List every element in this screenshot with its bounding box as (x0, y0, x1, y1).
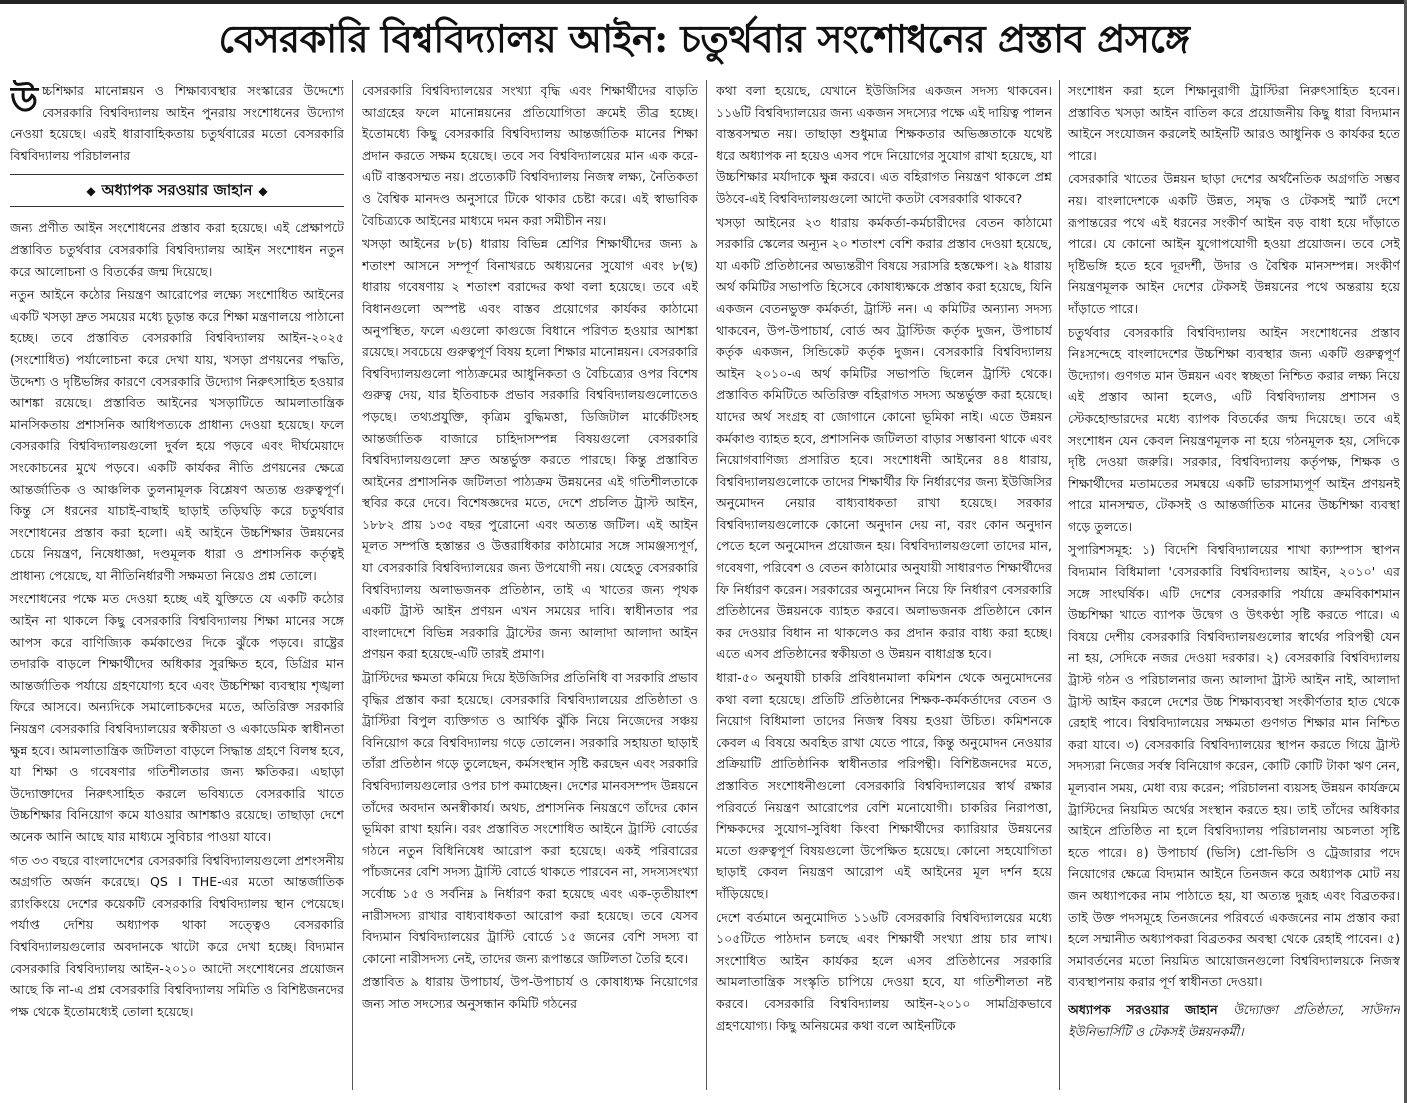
paragraph: খসড়া আইনের ২৩ ধারায় কর্মকর্তা-কর্মচারীদের বেতন কাঠামো সরকারি স্কেলের অন্যূন ২০ শতাংশ বেশি করার প্রস্তাব দেওয়া হয়েছে, যা একটি প্রতিষ্ঠানের অভ্যন্তরীণ বিষয়ে সরাসরি হস্তক্ষেপ। ২৯ ধারায় অর্থ কমিটির সভাপতি হিসেবে কোষাধ্যক্ষকে প্রস্তাব করা হয়েছে, যিনি একজন বেতনভুক্ত কর্মকর্তা, ট্রাস্টি নন। এ কমিটির অন্যান্য সদস্য থাকবেন, উপ-উপাচার্য, বোর্ড অব ট্রাস্টিজ কর্তৃক দুজন, উপাচার্য কর্তৃক একজন, সিন্ডিকেট কর্তৃক দুজন। বেসরকারি বিশ্ববিদ্যালয় আইন ২০১০-এ অর্থ কমিটির সভাপতি ছিলেন ট্রাস্টি থেকে। প্রস্তাবিত কমিটিতে অতিরিক্ত বহিরাগত সদস্য অন্তর্ভুক্ত করা হয়েছে। যাদের অর্থ সংগ্রহ বা জোগানে কোনো ভূমিকা নাই। এতে উন্নয়ন কর্মকাণ্ড ব্যাহত হবে, প্রশাসনিক জটিলতা বাড়ার সম্ভাবনা থাকে এবং নিয়োগবাণিজ্য প্রসারিত হবে। সংশোধনী আইনের ৪৪ ধারায়, বিশ্ববিদ্যালয়গুলোকে তাদের শিক্ষার্থীর ফি নির্ধারণের জন্য ইউজিসির অনুমোদন নেয়ার বাধ্যবাধকতা রাখা হয়েছে। সরকার বিশ্ববিদ্যালয়গুলোকে কোনো অনুদান দেয় না, বরং কোন অনুদান পেতে হলে অনুমোদন প্রয়োজন হয়। বিশ্ববিদ্যালয়গুলো তাদের মান, গবেষণা, পরিবেশ ও বেতন কাঠামোর অনুযায়ী সাধারণত শিক্ষার্থীদের ফি নির্ধারণ করেন। সরকারের অনুমোদন নিয়ে ফি নির্ধারণ বেসরকারি প্রতিষ্ঠানের উন্নয়নকে ব্যাহত করবে। অলাভজনক প্রতিষ্ঠানে কোন কর দেওয়ার বিধান না থাকলেও কর প্রদান করার বাধ্য করা হচ্ছে। এতে এসব প্রতিষ্ঠানের স্বকীয়তা ও উন্নয়ন বাধাগ্রস্ত হবে। (716, 214, 1052, 662)
paragraph: প্রস্তাবিত ৯ ধারায় উপাচার্য, উপ-উপাচার্য ও কোষাধ্যক্ষ নিয়োগের জন্য সাত সদস্যের অনুসন্ধান কমিটি গঠনের (362, 974, 698, 1011)
diamond-icon: ◆ (258, 184, 268, 199)
paragraph: বেসরকারি বিশ্ববিদ্যালয়ের সংখ্যা বৃদ্ধি এবং শিক্ষার্থীদের বাড়তি আগ্রহের ফলে মানোন্নয়নের প্রতিযোগিতা ক্রমেই তীব্র হচ্ছে। ইতোমধ্যে কিছু বেসরকারি বিশ্ববিদ্যালয় আন্তর্জাতিক মানের শিক্ষা প্রদান করতে সক্ষম হয়েছে। তবে সব বিশ্ববিদ্যালয়ের মান এক করে-এটি বাস্তবসম্মত নয়। প্রত্যেকটি বিশ্ববিদ্যালয় নিজস্ব লক্ষ্য, নৈতিকতা ও বৈশ্বিক মানদণ্ড অনুসারে টিকে থাকার চেষ্টা করে। এই স্বাভাবিক বৈচিত্র্যকে আইনের মাধ্যমে দমন করা সমীচীন নয়। (362, 83, 698, 228)
column-rule (706, 80, 707, 1090)
paragraph: ধারা-৫০ অনুযায়ী চাকরি প্রবিধানমালা কমিশন থেকে অনুমোদনের কথা বলা হয়েছে। প্রতিটি প্রতিষ্ঠানের শিক্ষক-কর্মকর্তাদের বেতন ও নিয়োগ বিধিমালা তাদের নিজস্ব বিষয় হওয়া উচিত। কমিশনকে কেবল এ বিষয়ে অবহিত রাখা যেতে পারে, কিন্তু অনুমোদন নেওয়ার প্রক্রিয়াটি প্রাতিষ্ঠানিক স্বাধীনতার পরিপন্থী। বিশিষ্টজনদের মতে, প্রস্তাবিত সংশোধনীগুলো বেসরকারি বিশ্ববিদ্যালয়ের স্বার্থ রক্ষার পরিবর্তে নিয়ন্ত্রণ আরোপের বেশি মনোযোগী। চাকরির নিরাপত্তা, শিক্ষকদের সুযোগ-সুবিধা কিংবা শিক্ষার্থীদের ক্যারিয়ার উন্নয়নের মতো গুরুত্বপূর্ণ বিষয়গুলো উপেক্ষিত হয়েছে। কোনো সহযোগিতা ছাড়াই কেবল নিয়ন্ত্রণ আরোপ এই আইনের মূল দর্শন হয়ে দাঁড়িয়েছে। (716, 670, 1052, 901)
bio-role: উদ্যোক্তা প্রতিষ্ঠাতা, সাউদার্ন ইউনিভার্সিটি ও টেকসই উন্নয়নকর্মী। (1068, 1001, 1400, 1039)
intro-paragraph (10, 80, 344, 166)
author-name: অধ্যাপক সরওয়ার জাহান (101, 181, 253, 200)
paragraph: খসড়া আইনের ৮(চ) ধারায় বিভিন্ন শ্রেণির শিক্ষার্থীদের জন্য ৯ শতাংশ আসনে সম্পূর্ণ বিনাখরচে অধ্যয়নের সুযোগ এবং ৮(ছ) ধারায় গবেষণায় ২ শতাংশ বরাদ্দের কথা বলা হয়েছে। তবে এই বিধানগুলো অস্পষ্ট এবং বাস্তব প্রয়োগের কার্যকর কাঠামো অনুপস্থিত, ফলে এগুলো কাগুজে বিধানে পরিণত হওয়ার আশঙ্কা রয়েছে। সবচেয়ে গুরুত্বপূর্ণ বিষয় হলো শিক্ষার মানোন্নয়ন। বেসরকারি বিশ্ববিদ্যালয়গুলো পাঠ্যক্রমের আধুনিকতা ও বৈচিত্র্যের ওপর বিশেষ গুরুত্ব দেয়, যার ইতিবাচক প্রভাব সরকারি বিশ্ববিদ্যালয়গুলোতেও পড়ছে। তথ্যপ্রযুক্তি, কৃত্রিম বুদ্ধিমত্তা, ডিজিটাল মার্কেটিংসহ আন্তর্জাতিক বাজারে চাহিদাসম্পন্ন বিষয়গুলো বেসরকারি বিশ্ববিদ্যালয়গুলো দ্রুত অন্তর্ভুক্ত করতে পারছে। কিন্তু প্রস্তাবিত আইনের প্রশাসনিক জটিলতা পাঠ্যক্রম উন্নয়নের এই গতিশীলতাকে স্থবির করে দেবে। বিশেষজ্ঞদের মতে, দেশে প্রচলিত ট্রাস্ট আইন, ১৮৮২ প্রায় ১৩৫ বছর পুরোনো এবং অত্যন্ত জটিল। এই আইন মূলত সম্পত্তি হস্তান্তর ও উত্তরাধিকার কাঠামোর সঙ্গে সামঞ্জস্যপূর্ণ, যা বেসরকারি বিশ্ববিদ্যালয়ের জন্য উপযোগী নয়। যেহেতু বেসরকারি বিশ্ববিদ্যালয় অলাভজনক প্রতিষ্ঠান, তাই এ খাতের জন্য পৃথক একটি ট্রাস্ট আইন প্রণয়ন এখন সময়ের দাবি। স্বাধীনতার পর বাংলাদেশে বিভিন্ন সরকারি ট্রাস্টের জন্য আলাদা আলাদা আইন প্রণয়ন করা হয়েছে-এটি তারই প্রমাণ। (362, 236, 698, 662)
intro-text: চ্চশিক্ষার মানোন্নয়ন ও শিক্ষাব্যবস্থার সংস্কারের উদ্দেশ্যে বেসরকারি বিশ্ববিদ্যালয় আইন পুনরায় সংশোধনের উদ্যোগ নেওয়া হয়েছে। এরই ধারাবাহিকতায় চতুর্থবারের মতো বেসরকারি বিশ্ববিদ্যালয় পরিচালনার (10, 83, 344, 163)
column-2 (362, 80, 698, 1092)
bio-name: অধ্যাপক সরওয়ার জাহান (1068, 1001, 1218, 1017)
diamond-icon: ◆ (86, 184, 96, 199)
column-4 (1068, 80, 1400, 1092)
paragraph: গত ৩৩ বছরে বাংলাদেশের বেসরকারি বিশ্ববিদ্যালয়গুলো প্রশংসনীয় অগ্রগতি অর্জন করেছে। QS I THE-এর মতো আন্তর্জাতিক র‌্যাংকিংয়ে দেশের কয়েকটি বেসরকারি বিশ্ববিদ্যালয় স্থান পেয়েছে। পর্যাপ্ত দেশিয় অধ্যাপক থাকা সত্ত্বেও বেসরকারি বিশ্ববিদ্যালয়গুলোর অবদানকে খাটো করে দেখা হচ্ছে। বিদ্যমান বেসরকারি বিশ্ববিদ্যালয় আইন-২০১০ আদৌ সংশোধনের প্রয়োজন আছে কি না-এ প্রশ্ন বেসরকারি বিশ্ববিদ্যালয় সমিতি ও বিশিষ্টজনদের পক্ষ থেকে ইতোমধ্যেই তোলা হয়েছে। (10, 852, 344, 1019)
column-1 (10, 80, 344, 1092)
headline: বেসরকারি বিশ্ববিদ্যালয় আইন: চতুর্থবার সংশোধনের প্রস্তাব প্রসঙ্গে (218, 16, 1190, 61)
paragraph: সংশোধন করা হলে শিক্ষানুরাগী ট্রাস্টিরা নিরুৎসাহিত হবেন। প্রস্তাবিত খসড়া আইন বাতিল করে প্রয়োজনীয় কিছু ধারা বিদ্যমান আইনে সংযোজন করলেই আইনটি আরও আধুনিক ও কার্যকর হতে পারে। (1068, 83, 1400, 163)
byline (10, 174, 344, 207)
column-rule (352, 80, 353, 1090)
paragraph: নতুন আইনে কঠোর নিয়ন্ত্রণ আরোপের লক্ষ্যে সংশোধিত আইনের একটি খসড়া দ্রুত সময়ের মধ্যে চূড়ান্ত করে শিক্ষা মন্ত্রণালয়ে পাঠানো হচ্ছে। তবে প্রস্তাবিত বেসরকারি বিশ্ববিদ্যালয় আইন-২০২৫ (সংশোধিত) পর্যালোচনা করে দেখা যায়, খসড়া প্রণয়নের পদ্ধতি, উদ্দেশ্য ও দৃষ্টিভঙ্গির কারণে বেসরকারি উদ্যোগ নিরুৎসাহিত হওয়ার আশঙ্কা রয়েছে। প্রস্তাবিত আইনের খসড়াটিতে আমলাতান্ত্রিক মানসিকতায় প্রশাসনিক আধিপত্যকে প্রাধান্য দেওয়া হয়েছে। ফলে বেসরকারি বিশ্ববিদ্যালয়গুলো দুর্বল হয়ে পড়বে এবং দীর্ঘমেয়াদে সংকোচনের মুখে পড়বে। একটি কার্যকর নীতি প্রণয়নের ক্ষেত্রে আন্তর্জাতিক ও আঞ্চলিক তুলনামূলক বিশ্লেষণ অত্যন্ত গুরুত্বপূর্ণ। কিন্তু সে ধরনের যাচাই-বাছাই ছাড়াই তড়িঘড়ি করে চতুর্থবার সংশোধনের প্রস্তাব করা হলো। এই আইনে উচ্চশিক্ষার উন্নয়নের চেয়ে নিয়ন্ত্রণ, নিষেধাজ্ঞা, দণ্ডমূলক ধারা ও প্রশাসনিক কর্তৃত্বই প্রাধান্য পেয়েছে, যা নীতিনির্ধারণী সক্ষমতা নিয়েও প্রশ্ন তোলে। (10, 287, 344, 583)
paragraph: চতুর্থবার বেসরকারি বিশ্ববিদ্যালয় আইন সংশোধনের প্রস্তাব নিঃসন্দেহে বাংলাদেশের উচ্চশিক্ষা ব্যবস্থার জন্য একটি গুরুত্বপূর্ণ উদ্যোগ। গুণগত মান উন্নয়ন এবং স্বচ্ছতা নিশ্চিত করার লক্ষ্য নিয়ে এই প্রস্তাব আনা হলেও, এটি বিশ্ববিদ্যালয় প্রশাসন ও স্টেকহোল্ডারদের মধ্যে ব্যাপক বিতর্কের জন্ম দিয়েছে। তবে এই সংশোধন যেন কেবল নিয়ন্ত্রণমূলক না হয়ে গঠনমূলক হয়, সেদিকে দৃষ্টি দেওয়া জরুরি। সরকার, বিশ্ববিদ্যালয় কর্তৃপক্ষ, শিক্ষক ও শিক্ষার্থীদের মতামতের সমন্বয়ে একটি ভারসাম্যপূর্ণ আইন প্রণয়নই পারে মানসম্মত, টেকসই ও আন্তর্জাতিক মানের উচ্চশিক্ষা ব্যবস্থা গড়ে তুলতে। (1068, 324, 1400, 534)
drop-cap: উ (10, 80, 39, 121)
paragraph: দেশে বর্তমানে অনুমোদিত ১১৬টি বেসরকারি বিশ্ববিদ্যালয়ের মধ্যে ১০৫টিতে পাঠদান চলছে এবং শিক্ষার্থী সংখ্যা প্রায় চার লাখ। সংশোধিত আইন কার্যকর হলে এসব প্রতিষ্ঠানের সরকারি আমলাতান্ত্রিক সংস্কৃতি চাপিয়ে দেওয়া হবে, যা গতিশীলতা নষ্ট করবে। বেসরকারি বিশ্ববিদ্যালয় আইন-২০১০ সামগ্রিকভাবে গ্রহণযোগ্য। কিছু অনিয়মের কথা বলে আইনটিকে (716, 909, 1052, 1033)
top-border (0, 0, 1407, 4)
author-bio (1068, 999, 1400, 1042)
paragraph: কথা বলা হয়েছে, যেখানে ইউজিসির একজন সদস্য থাকবেন। ১১৬টি বিশ্ববিদ্যালয়ের জন্য একজন সদস্যের পক্ষে এই দায়িত্ব পালন বাস্তবসম্মত নয়। তাছাড়া শুধুমাত্র শিক্ষকতার অভিজ্ঞতাকে যথেষ্ট ধরে অধ্যাপক না হয়েও এসব পদে নিয়োগের সুযোগ রাখা হয়েছে, যা উচ্চশিক্ষার মর্যাদাকে ক্ষুন্ন করবে। এত বহিরাগত নিয়ন্ত্রণ থাকলে প্রশ্ন উঠবে-এই বিশ্ববিদ্যালয়গুলো আদৌ কতটা বেসরকারি থাকবে? (716, 83, 1052, 206)
column-rule (1059, 80, 1060, 1090)
paragraph: সংশোধনের পক্ষে মত দেওয়া হচ্ছে এই যুক্তিতে যে একটি কঠোর আইন না থাকলে কিছু বেসরকারি বিশ্ববিদ্যালয় শিক্ষা মানের সঙ্গে আপস করে বাণিজ্যিক কর্মকাণ্ডের দিকে ঝুঁকে পড়বে। রাষ্ট্রের তদারকি বাড়লে শিক্ষার্থীদের অধিকার সুরক্ষিত হবে, ডিগ্রির মান আন্তর্জাতিক পর্যায়ে গ্রহণযোগ্য হবে এবং উচ্চশিক্ষা ব্যবস্থায় শৃঙ্খলা ফিরে আসবে। অন্যদিকে সমালোচকদের মতে, অতিরিক্ত সরকারি নিয়ন্ত্রণ বেসরকারি বিশ্ববিদ্যালয়ের স্বকীয়তা ও একাডেমিক স্বাধীনতা ক্ষুন্ন হবে। আমলাতান্ত্রিক জটিলতা বাড়লে সিদ্ধান্ত গ্রহণে বিলম্ব হবে, যা শিক্ষা ও গবেষণার গতিশীলতার জন্য ক্ষতিকর। এছাড়া উদ্যোক্তাদের নিরুৎসাহিত করলে ভবিষ্যতে বেসরকারি খাতে উচ্চশিক্ষার বিনিয়োগ কমে যাওয়ার আশঙ্কাও রয়েছে। তাছাড়া দেশে অনেক আনি আছে যার মাধ্যমে সুবিচার পাওয়া যাবে। (10, 591, 344, 844)
column-3 (716, 80, 1052, 1092)
paragraph: ট্রাস্টিদের ক্ষমতা কমিয়ে দিয়ে ইউজিসির প্রতিনিধি বা সরকারি প্রভাব বৃদ্ধির প্রস্তাব করা হয়েছে। বেসরকারি বিশ্ববিদ্যালয়ের প্রতিষ্ঠাতা ও ট্রাস্টিরা বিপুল ব্যক্তিগত ও আর্থিক ঝুঁকি নিয়ে নিজেদের সঞ্চয় বিনিয়োগ করে বিশ্ববিদ্যালয় গড়ে তোলেন। সরকারি সহায়তা ছাড়াই তাঁরা প্রতিষ্ঠান গড়ে তুলেছেন, কর্মসংস্থান সৃষ্টি করছেন এবং সরকারি বিশ্ববিদ্যালয়গুলোর ওপর চাপ কমাচ্ছেন। দেশের মানবসম্পদ উন্নয়নে তাঁদের অবদান অনস্বীকার্য। অথচ, প্রশাসনিক নিয়ন্ত্রণে তাঁদের কোন ভূমিকা রাখা হয়নি। বরং প্রস্তাবিত সংশোধিত আইনে ট্রাস্টি বোর্ডের গঠনে নতুন বিধিনিষেধ আরোপ করা হয়েছে। একই পরিবারের পাঁচজনের বেশি সদস্য ট্রাস্টি বোর্ডে থাকতে পারবেন না, সদস্যসংখ্যা সর্বোচ্চ ১৫ ও সর্বনিম্ন ৯ নির্ধারণ করা হয়েছে এবং এক-তৃতীয়াংশ নারীসদস্য রাখার বাধ্যবাধকতা আরোপ করা হয়েছে। তবে যেসব বিদ্যমান বিশ্ববিদ্যালয়ের ট্রাস্টি বোর্ডে ১৫ জনের বেশি সদস্য বা কোনো নারীসদস্য নেই, তাদের জন্য রূপান্তরে জটিলতা তৈরি হবে। (362, 670, 698, 966)
recommendations-paragraph: সুপারিশসমূহ: ১) বিদেশি বিশ্ববিদ্যালয়ের শাখা ক্যাম্পাস স্থাপন বিদ্যমান বিধিমালা 'বেসরকারি বিশ্ববিদ্যালয় আইন, ২০১০' এর সঙ্গে সাংঘর্ষিক। এটি দেশের বেসরকারি পর্যায়ে ক্রমবিকাশমান উচ্চশিক্ষা খাতে ব্যাপক উদ্বেগ ও উৎকণ্ঠা সৃষ্টি করতে পারে। এ বিষয়ে দেশীয় বেসরকারি বিশ্ববিদ্যালয়গুলোর স্বার্থের পরিপন্থী যেন না হয়, সেদিকে নজর দেওয়া দরকার। ২) বেসরকারি বিশ্ববিদ্যালয় ট্রাস্ট গঠন ও পরিচালনার জন্য আলাদা ট্রাস্ট আইন নাই, আলাদা ট্রাস্ট আইন করলে দেশের উচ্চ শিক্ষাব্যবস্থা সংকীর্ণতার হাত থেকে রেহাই পাবে। বিশ্ববিদ্যালয়ের সক্ষমতা গুণগত শিক্ষার মান নিশ্চিত করা যাবে। ৩) বেসরকারি বিশ্ববিদ্যালয়ের স্থাপন করতে গিয়ে ট্রাস্ট সদস্যরা নিজের সর্বস্ব বিনিয়োগ করেন, কোটি কোটি টাকা ঋণ নেন, মূল্যবান সময়, মেধা ব্যয় করেন; পরিচালনা ব্যয়সহ উন্নয়ন কার্যক্রমে ট্রাস্টিদের নিয়মিত অর্থের সংস্থান করতে হয়। তাই তাঁদের অধিকার আইনে প্রতিষ্ঠিত না হলে বিশ্ববিদ্যালয় পরিচালনায় অচলতা সৃষ্টি হতে পারে। ৪) উপাচার্য (ভিসি) প্রো-ভিসি ও ট্রেজারার পদে নিয়োগের ক্ষেত্রে বিদ্যমান আইনে তিনজন করে অধ্যাপক মোট নয় জন অধ্যাপকের নাম পাঠাতে হয়, যা অত্যন্ত দুরূহ এবং বিব্রতকর। তাই উক্ত পদসমূহে তিনজনের পরিবর্তে একজনের নাম প্রস্তাব করা হলে সম্মানীত অধ্যাপকরা বিব্রতকর অবস্থা থেকে রেহাই পাবেন। ৫) সমাবর্তনের মতো নিয়মিত আয়োজনগুলো বিশ্ববিদ্যালয়কে নিজস্ব ব্যবস্থাপনায় করার পূর্ণ স্বাধীনতা দেওয়া। (1068, 542, 1400, 990)
paragraph: বেসরকারি খাতের উন্নয়ন ছাড়া দেশের অর্থনৈতিক অগ্রগতি সম্ভব নয়। বাংলাদেশকে একটি উন্নত, সমৃদ্ধ ও টেকসই স্মার্ট দেশে রূপান্তরের পথে এই ধরনের সংকীর্ণ আইন বড় বাধা হয়ে দাঁড়াতে পারে। যে কোনো আইন যুগোপযোগী হওয়া প্রয়োজন। তবে সেই দৃষ্টিভঙ্গি হতে হবে দূরদর্শী, উদার ও বৈশ্বিক মানসম্পন্ন। সংকীর্ণ নিয়ন্ত্রণমূলক আইন দেশের টেকসই উন্নয়নের পথে অন্তরায় হয়ে দাঁড়াতে পারে। (1068, 171, 1400, 316)
paragraph: জন্য প্রণীত আইন সংশোধনের প্রস্তাব করা হয়েছে। এই প্রেক্ষাপটে প্রস্তাবিত চতুর্থবার বেসরকারি বিশ্ববিদ্যালয় আইন সংশোধন নতুন করে আলোচনা ও বিতর্কের জন্ম দিয়েছে। (10, 220, 344, 279)
